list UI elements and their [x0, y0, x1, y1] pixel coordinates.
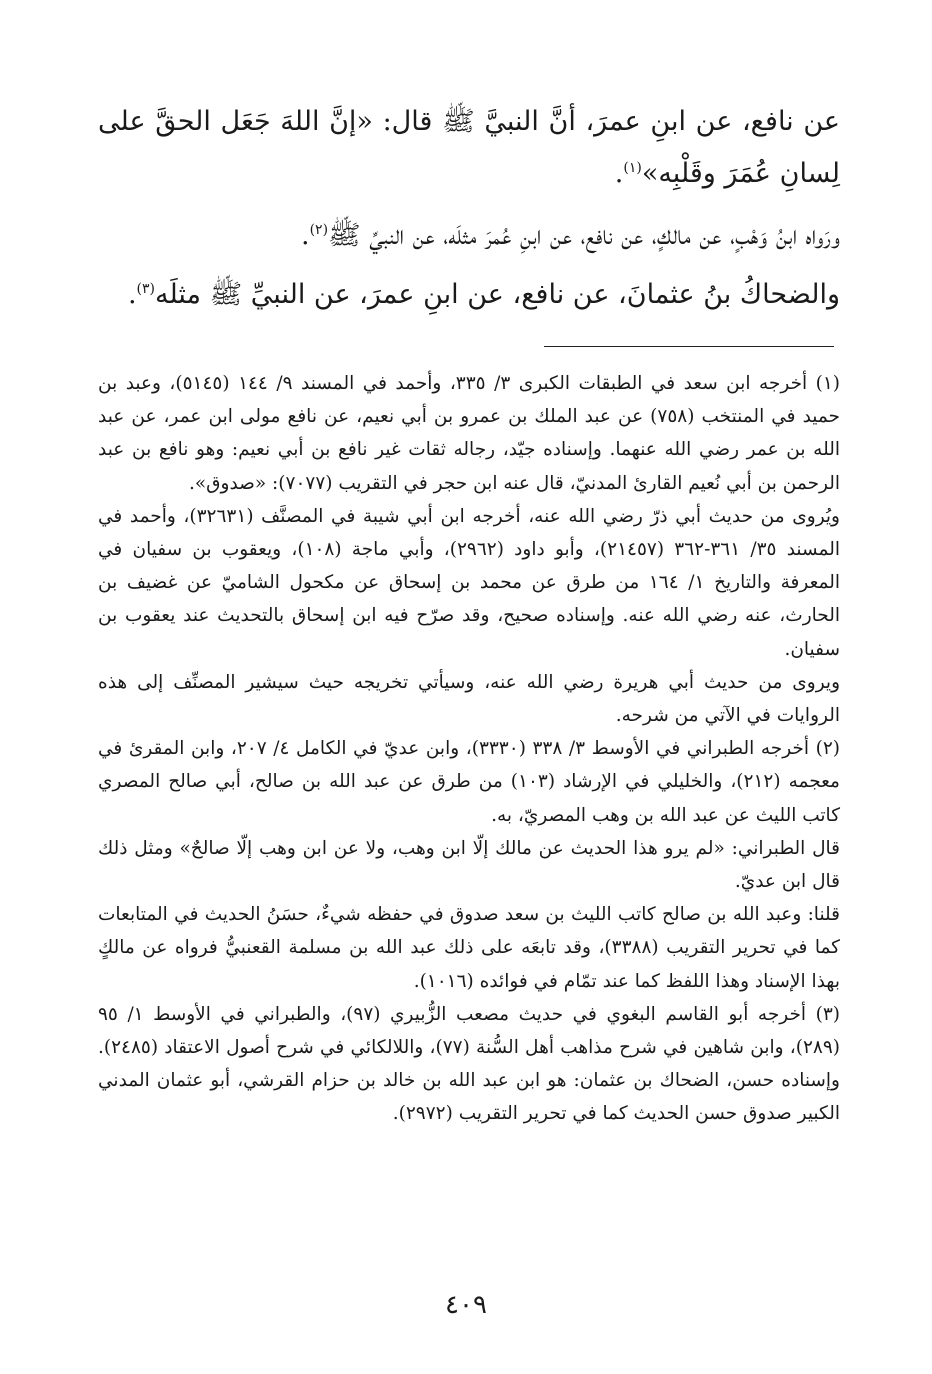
footnote-separator: [544, 346, 834, 347]
footnote-3: [98, 998, 840, 1131]
footnote-3-text: أخرجه أبو القاسم البغوي في حديث مصعب الزُّبيري (٩٧)، والطبراني في الأوسط ١/ ٩٥ (٢٨٩)، وابن شاهين في شرح مذاهب أهل السُّنة (٧٧)، واللالكائي في شرح أصول الاعتقاد (٢٤٨٥). وإسناده حسن، الضحاك بن عثمان: هو ابن عبد الله بن خالد بن حزام القرشي، أبو عثمان المدني الكبير صدوق حسن الحديث كما في تحرير التقريب (٢٩٧٢).: [98, 1003, 840, 1125]
footnote-ref-1: (١): [623, 160, 642, 176]
main-paragraph-2-end: .: [300, 220, 310, 251]
footnote-3-number: (٣): [815, 1003, 840, 1025]
main-paragraph-1: [98, 96, 840, 200]
footnote-1-number: (١): [815, 373, 840, 394]
main-paragraph-3-end: .: [127, 279, 137, 310]
footnote-2-number: (٢): [815, 738, 840, 760]
footnote-2-paragraph-3: قلنا: وعبد الله بن صالح كاتب الليث بن سعد صدوق في حفظه شيءٌ، حسَنُ الحديث في المتابعات كما في تحرير التقريب (٣٣٨٨)، وقد تابعَه على ذلك عبد الله بن مسلمة القعنبيُّ فرواه عن مالكٍ بهذا الإسناد وهذا اللفظ كما عند تمّام في فوائده (١٠١٦).: [98, 904, 840, 992]
main-paragraph-2: [98, 206, 840, 266]
footnote-1: [98, 367, 840, 500]
footnote-1-text: أخرجه ابن سعد في الطبقات الكبرى ٣/ ٣٣٥، وأحمد في المسند ٩/ ١٤٤ (٥١٤٥)، وعبد بن حميد في المنتخب (٧٥٨) عن عبد الملك بن عمرو بن أبي نعيم، عن نافع مولى ابن عمر، عن عبد الله بن عمر رضي الله عنهما. وإسناده جيّد، رجاله ثقات غير نافع بن أبي نعيم: وهو نافع بن عبد الرحمن بن أبي نُعيم القارئ المدنيّ، قال عنه ابن حجر في التقريب (٧٠٧٧): «صدوق».: [98, 373, 840, 494]
main-paragraph-1-end: .: [614, 158, 624, 189]
main-text: [98, 96, 840, 324]
footnote-2: [98, 732, 840, 832]
footnote-2-paragraph-2: قال الطبراني: «لم يرو هذا الحديث عن مالك إلّا ابن وهب، ولا عن ابن وهب إلّا صالحٌ» ومثل ذلك قال ابن عديّ.: [98, 837, 840, 893]
footnote-2-text: أخرجه الطبراني في الأوسط ٣/ ٣٣٨ (٣٣٣٠)، وابن عديّ في الكامل ٤/ ٢٠٧، وابن المقرئ في معجمه (٢١٢)، والخليلي في الإرشاد (١٠٣) من طرق عن عبد الله بن صالح، أبي صالح المصري كاتب الليث عن عبد الله بن وهب المصريّ، به.: [98, 738, 840, 826]
main-paragraph-1-text: عن نافع، عن ابنِ عمرَ، أنَّ النبيَّ ﷺ قال: «إنَّ اللهَ جَعَل الحقَّ على لِسانِ عُمَرَ وقَلْبِه»: [98, 106, 840, 189]
main-paragraph-3: [98, 266, 840, 324]
footnote-ref-3: (٣): [136, 281, 155, 297]
main-paragraph-2-text: ورَواه ابنُ وَهْبٍ، عن مالكٍ، عن نافع، عن ابنِ عُمرَ مثلَه، عن النبيِّ ﷺ: [328, 220, 840, 251]
footnote-ref-2: (٢): [309, 222, 329, 238]
footnotes: [98, 367, 840, 1131]
page-number: ٤٠٩: [445, 1290, 487, 1320]
footnote-1-paragraph-2: ويُروى من حديث أبي ذرّ رضي الله عنه، أخرجه ابن أبي شيبة في المصنَّف (٣٢٦٣١)، وأحمد في المسند ٣٥/ ٣٦١-٣٦٢ (٢١٤٥٧)، وأبو داود (٢٩٦٢)، وأبي ماجة (١٠٨)، ويعقوب بن سفيان في المعرفة والتاريخ ١/ ١٦٤ من طرق عن محمد بن إسحاق عن مكحول الشاميّ عن غضيف بن الحارث، عنه رضي الله عنه. وإسناده صحيح، وقد صرّح فيه ابن إسحاق بالتحديث عند يعقوب بن سفيان.: [98, 505, 840, 660]
footnote-1-paragraph-3: ويروى من حديث أبي هريرة رضي الله عنه، وسيأتي تخريجه حيث سيشير المصنِّف إلى هذه الروايات في الآتي من شرحه.: [98, 671, 840, 727]
main-paragraph-3-text: والضحاكُ بنُ عثمانَ، عن نافع، عن ابنِ عمرَ، عن النبيِّ ﷺ مثلَه: [155, 279, 840, 310]
